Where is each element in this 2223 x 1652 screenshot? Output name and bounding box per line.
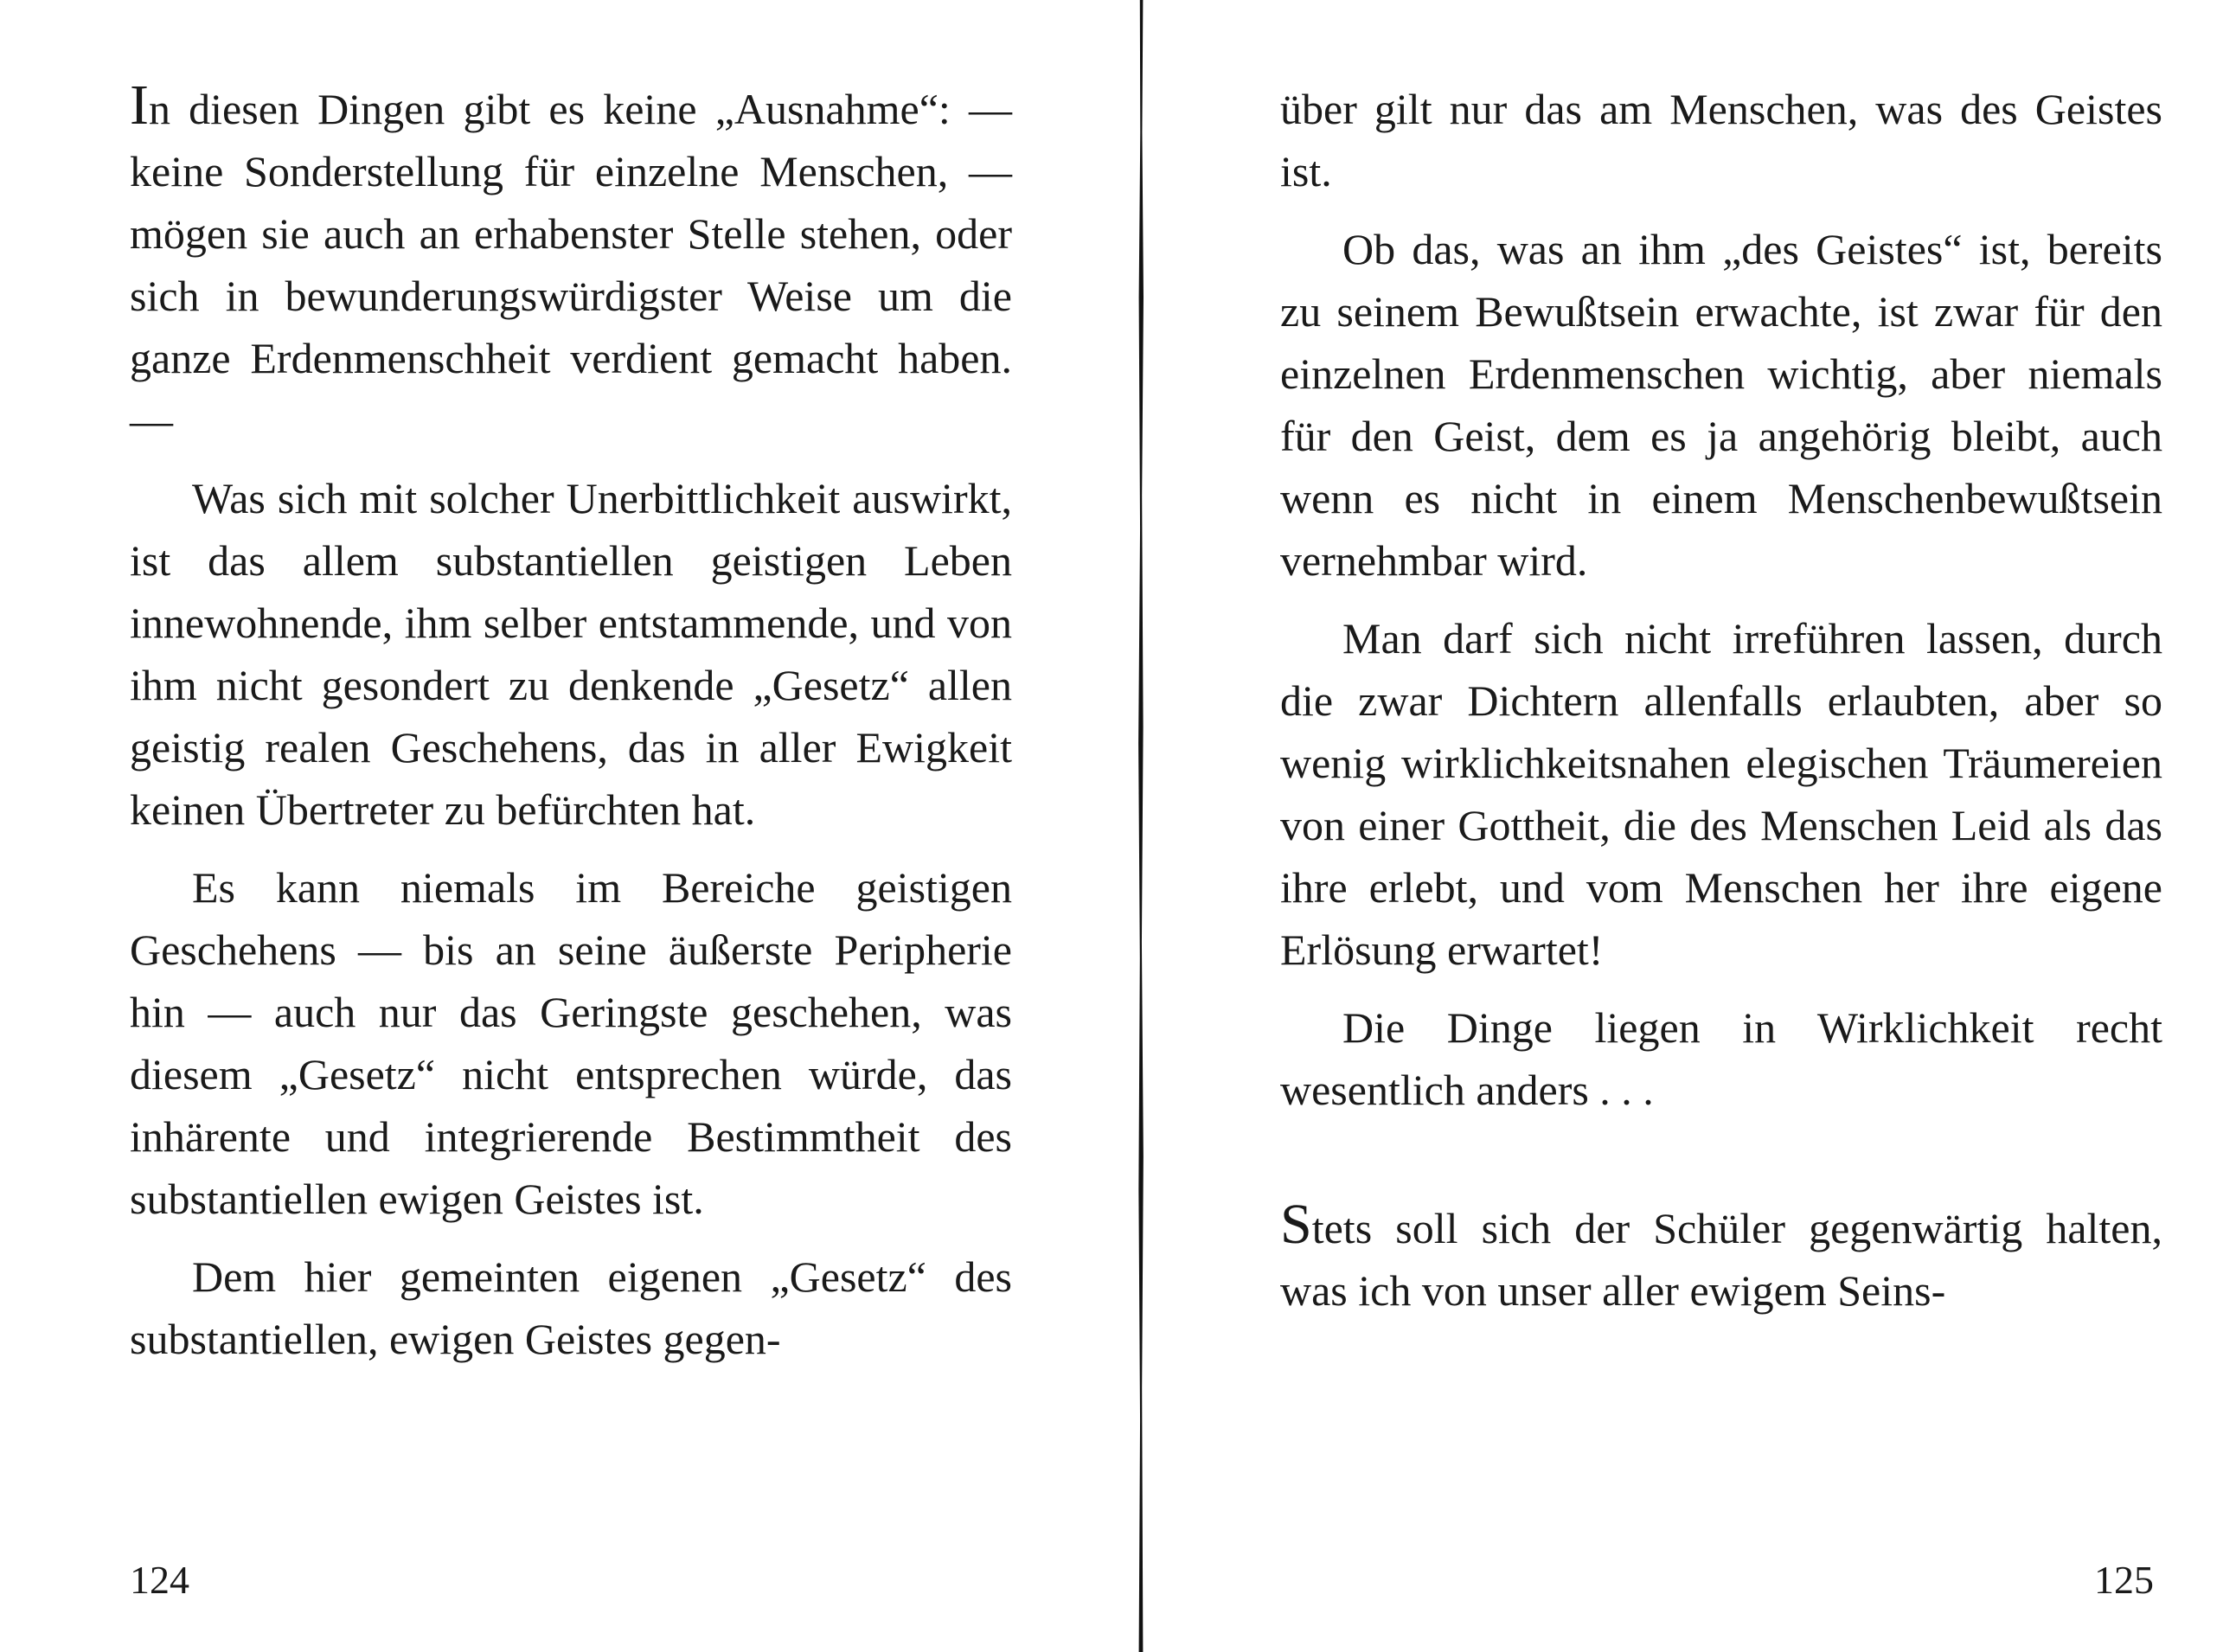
page-number: 125	[2094, 1558, 2154, 1602]
paragraph: über gilt nur das am Menschen, was des Geistes ist.	[1280, 85, 2162, 195]
section-gap	[1280, 1137, 2162, 1197]
paragraph	[1280, 1193, 2162, 1322]
paragraph-text: tets soll sich der Schüler gegenwärtig halten, was ich von unser aller ewigem Seins-	[1280, 1204, 2162, 1315]
drop-cap: S	[1280, 1193, 1312, 1256]
paragraph: Was sich mit solcher Unerbittlichkeit auswirkt, ist das allem substantiellen geistigen Leben innewohnende, ihm selber entstammende, und von ihm nicht gesondert zu denkende „Gesetz“ allen geistig realen Geschehens, das in aller Ewigkeit keinen Übertreter zu befürchten hat.	[130, 474, 1012, 834]
paragraph: Es kann niemals im Bereiche geistigen Geschehens — bis an seine äußerste Peripherie hin — auch nur das Geringste geschehen, was diesem „Gesetz“ nicht entsprechen würde, das inhärente und integrierende Bestimmtheit des substantiellen ewigen Geistes ist.	[130, 863, 1012, 1223]
paragraph: Ob das, was an ihm „des Geistes“ ist, bereits zu seinem Bewußtsein erwachte, ist zwar für den einzelnen Erdenmenschen wichtig, aber niemals für den Geist, dem es ja angehörig bleibt, auch wenn es nicht in einem Menschenbewußtsein vernehmbar wird.	[1280, 225, 2162, 585]
left-page-text	[130, 74, 1012, 1386]
page-number: 124	[130, 1558, 189, 1602]
paragraph: Die Dinge liegen in Wirklichkeit recht wesentlich anders . . .	[1280, 1003, 2162, 1114]
paragraph: Man darf sich nicht irreführen lassen, durch die zwar Dichtern allenfalls erlaubten, aber so wenig wirklichkeitsnahen elegischen Träumereien von einer Gottheit, die des Menschen Leid als das ihre erlebt, und vom Menschen her ihre eigene Erlösung erwartet!	[1280, 614, 2162, 974]
right-page-text	[1280, 78, 2162, 1337]
drop-cap: I	[130, 74, 149, 137]
paragraph	[130, 74, 1012, 451]
paragraph: Dem hier gemeinten eigenen „Gesetz“ des substantiellen, ewigen Geistes gegen-	[130, 1252, 1012, 1363]
paragraph-text: n diesen Dingen gibt es keine „Ausnahme“: — keine Sonderstellung für einzelne Menschen, — mögen sie auch an erhabenster Stelle stehen, oder sich in bewunderungswürdigster Weise um die ganze Erdenmenschheit verdient gemacht haben. —	[130, 85, 1012, 445]
right-page	[1159, 0, 2223, 1652]
